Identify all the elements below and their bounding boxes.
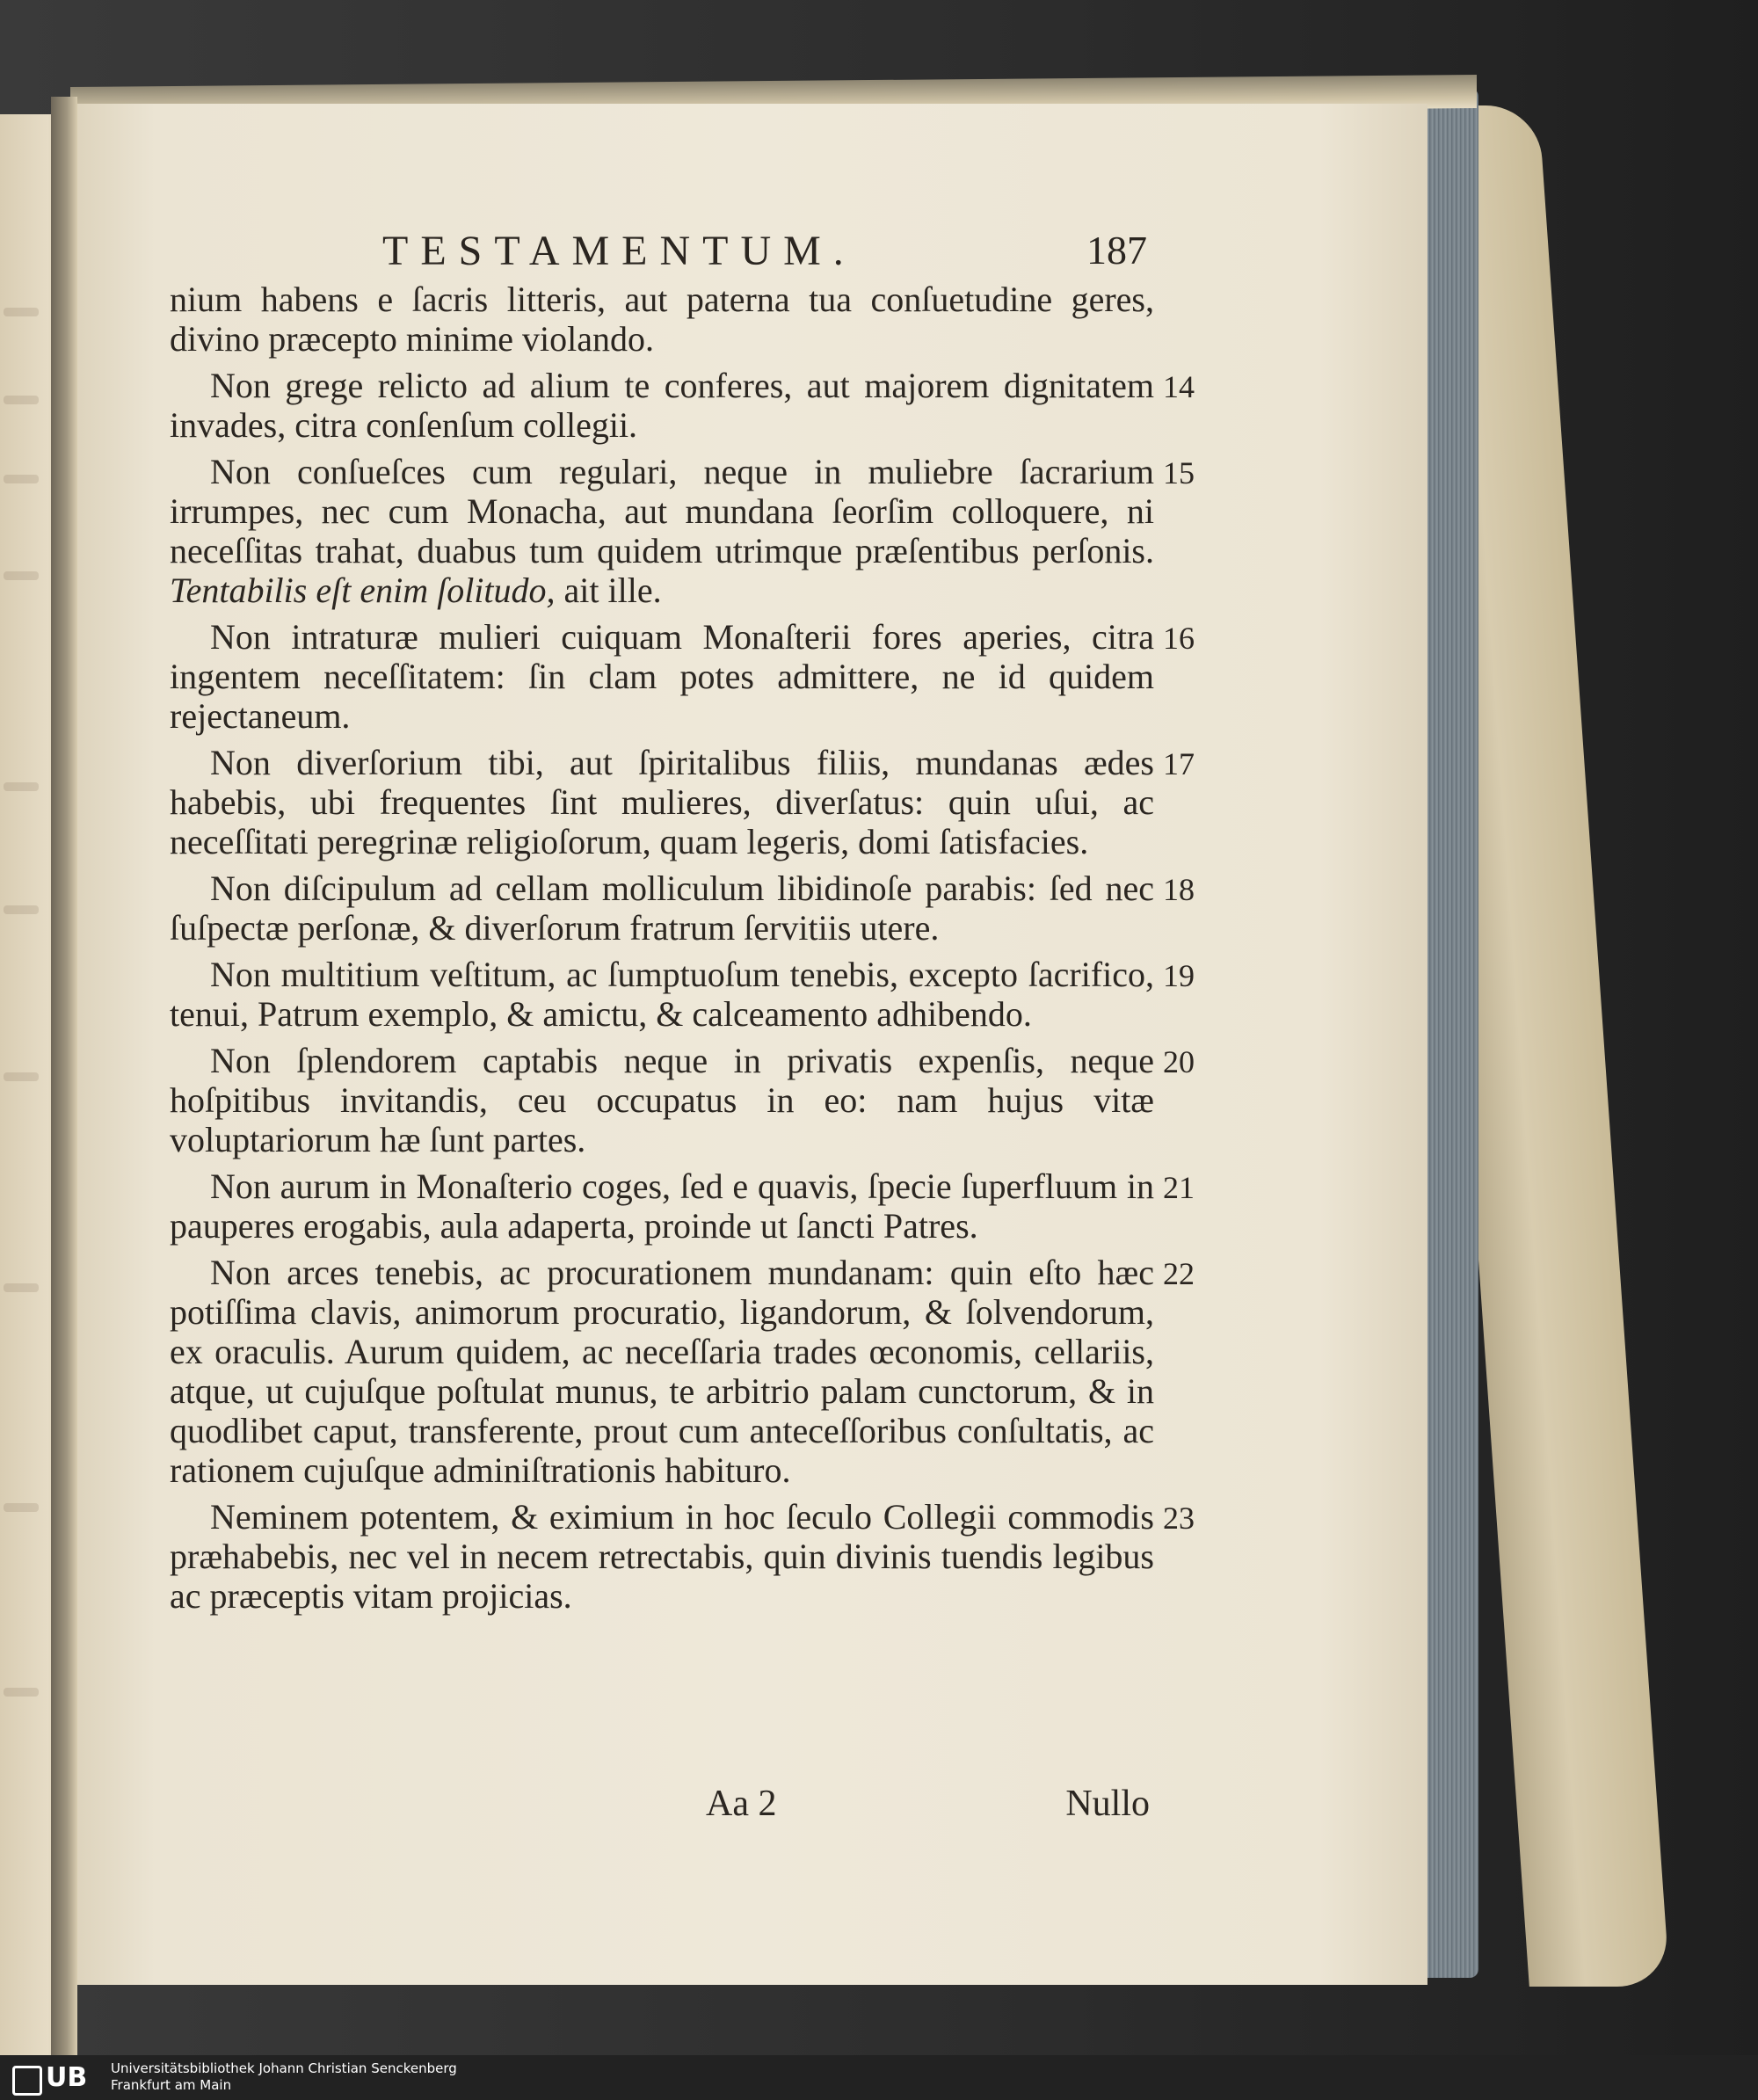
bleed-through-mark [4,475,39,483]
page-footer [170,1783,1150,1827]
paragraph [170,955,1195,1034]
book-gutter [51,97,77,2055]
library-name-line2: Frankfurt am Main [111,2077,232,2093]
bleed-through-mark [4,1503,39,1512]
library-logo [7,2060,104,2096]
library-logo-text: UB [46,2062,88,2093]
paragraph [170,1497,1195,1616]
paragraph [170,366,1195,445]
bleed-through-mark [4,1072,39,1081]
verse-number: 19 [1163,958,1195,993]
catchword: Nullo [1065,1784,1150,1824]
paragraph-text: Non aurum in Monaſterio coges, ſed e quavis, ſpecie ſuperfluum in pauperes erogabis, aula adaperta, proinde ut ſancti Patres. [170,1166,1154,1246]
verse-number: 21 [1163,1170,1195,1205]
verse-number: 22 [1163,1256,1195,1291]
body-text [170,280,1195,1623]
paragraph-text: Non conſueſces cum regulari, neque in muliebre ſacrarium irrumpes, nec cum Monacha, aut mundana ſeorſim colloquere, ni neceſſitas trahat, duabus tum quidem utrimque præſentibus perſonis. [170,452,1154,570]
paragraph [170,617,1195,736]
bleed-through-mark [4,905,39,914]
paragraph-text: Non multitium veſtitum, ac ſumptuoſum tenebis, excepto ſacrifico, tenui, Patrum exemplo, & amictu, & calceamento adhibendo. [170,955,1154,1034]
verse-number: 16 [1163,621,1195,656]
bleed-through-mark [4,1283,39,1292]
verse-number: 23 [1163,1501,1195,1536]
library-emblem-icon [7,2060,46,2096]
paragraph-text: Non diverſorium tibi, aut ſpiritalibus filiis, mundanas ædes habebis, ubi frequentes ſint mulieres, diverſatus: quin uſui, ac neceſſitati peregrinæ religioſorum, quam legeris, domi ſatisfacies. [170,743,1154,861]
paragraph [170,743,1195,861]
running-title: TESTAMENTUM. [382,228,856,274]
verse-number: 14 [1163,369,1195,404]
italic-quotation: Tentabilis eſt enim ſolitudo, [170,570,556,610]
paragraph-text: Non diſcipulum ad cellam molliculum libidinoſe parabis: ſed nec ſuſpectæ perſonæ, & diverſorum fratrum ſervitiis utere. [170,868,1154,948]
library-name [111,2060,457,2094]
paragraph [170,452,1195,610]
paragraph-text: Non grege relicto ad alium te conferes, aut majorem dignitatem invades, citra conſenſum collegii. [170,366,1154,445]
bleed-through-mark [4,396,39,404]
verse-number: 18 [1163,872,1195,907]
bleed-through-mark [4,1688,39,1697]
paragraph-text: Non intraturæ mulieri cuiquam Monaſterii fores aperies, citra ingentem neceſſitatem: ſin clam potes admittere, ne id quidem rejectaneum. [170,617,1154,736]
bleed-through-mark [4,782,39,791]
page-number: 187 [1086,228,1147,272]
paragraph-text: Neminem potentem, & eximium in hoc ſeculo Collegii commodis præhabebis, nec vel in necem retrectabis, quin divinis tuendis legibus ac præceptis vitam projicias. [170,1497,1154,1616]
paragraph [170,868,1195,948]
verse-number: 17 [1163,746,1195,781]
verse-number: 20 [1163,1044,1195,1079]
paragraph-text: Non ſplendorem captabis neque in privatis expenſis, neque hoſpitibus invitandis, ceu occupatus in eo: nam hujus vitæ voluptariorum hæ ſunt partes. [170,1041,1154,1159]
paragraph [170,1166,1195,1246]
running-head [382,227,1147,280]
paragraph [170,1253,1195,1490]
bleed-through-mark [4,308,39,316]
paragraph [170,280,1154,359]
verse-number: 15 [1163,455,1195,490]
library-name-line1: Universitätsbibliothek Johann Christian Senckenberg [111,2060,457,2076]
bleed-through-mark [4,571,39,580]
paragraph-tail: ait ille. [555,570,662,610]
paragraph-text: Non arces tenebis, ac procurationem mundanam: quin eſto hæc potiſſima clavis, animorum procuratio, ligandorum, & ſolvendorum, ex oraculis. Aurum quidem, ac neceſſaria trades œconomis, cellariis, atque, ut cujuſque poſtulat munus, te arbitrio palam cunctorum, & in quodlibet caput, transferente, prout cum anteceſſoribus conſultatis, ac rationem cujuſque adminiſtrationis habituro. [170,1253,1154,1490]
library-banner [0,2055,1758,2100]
signature-mark: Aa 2 [706,1784,777,1824]
paragraph [170,1041,1195,1159]
paragraph-text: nium habens e ſacris litteris, aut paterna tua conſuetudine geres, divino præcepto minime violando. [170,280,1154,359]
